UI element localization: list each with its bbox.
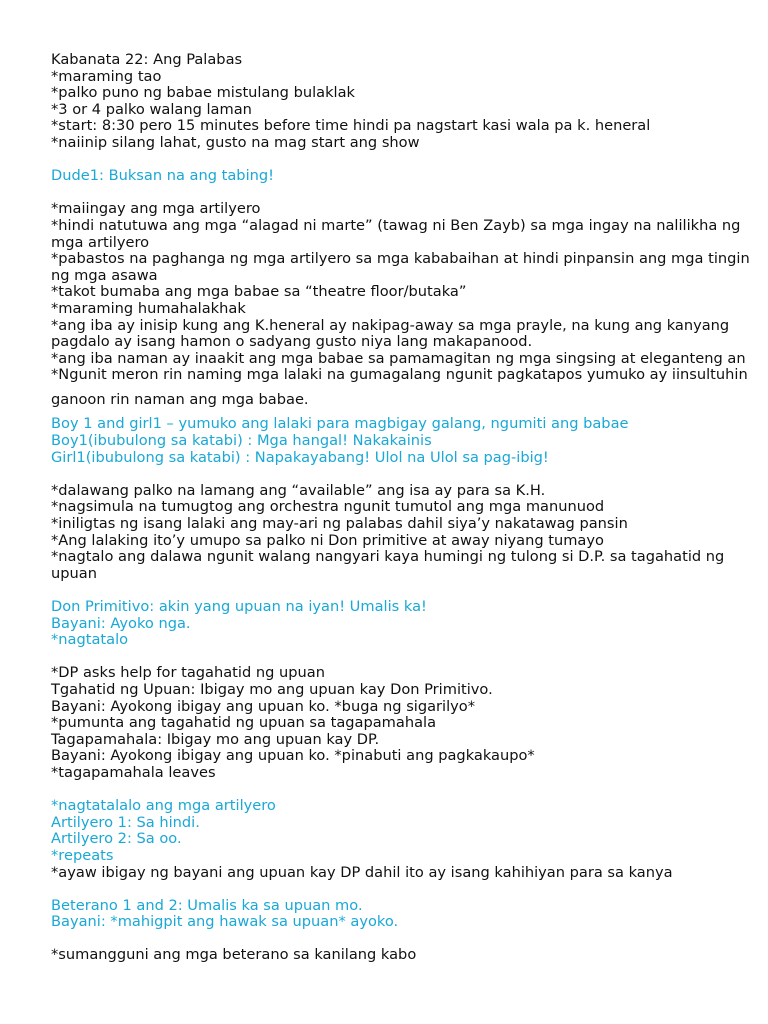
- text-line: Tagapamahala: Ibigay mo ang upuan kay DP.: [51, 730, 380, 748]
- text-line: *iniligtas ng isang lalaki ang may-ari ng palabas dahil siya’y nakatawag pansin: [51, 515, 628, 533]
- text-line: Bayani: Ayokong ibigay ang upuan ko. *buga ng sigarilyo*: [51, 697, 476, 715]
- text-line: *ang iba naman ay inaakit ang mga babae sa pamamagitan ng mga singsing at eleganteng an: [51, 349, 746, 367]
- dialogue-line: *nagtatalalo ang mga artilyero: [51, 797, 276, 815]
- dialogue-line: Bayani: *mahigpit ang hawak sa upuan* ayoko.: [51, 913, 399, 931]
- dialogue-line: Boy1(ibubulong sa katabi) : Mga hangal! Nakakainis: [51, 432, 432, 450]
- dialogue-line: Don Primitivo: akin yang upuan na iyan! Umalis ka!: [51, 598, 427, 615]
- dialogue-line: Bayani: Ayoko nga.: [51, 614, 191, 632]
- text-line: *pabastos na paghanga ng mga artilyero sa mga kababaihan at hindi pinpansin ang mga tingin: [51, 250, 750, 268]
- text-line: *Ang lalaking ito’y umupo sa palko ni Don primitive at away niyang tumayo: [51, 531, 604, 549]
- paragraph-gap: [51, 931, 768, 948]
- dialogue-line: Artilyero 2: Sa oo.: [51, 830, 182, 848]
- text-line: *hindi natutuwa ang mga “alagad ni marte” (tawag ni Ben Zayb) sa mga ingay na nalilikha ng: [51, 216, 741, 234]
- text-line: *DP asks help for tagahatid ng upuan: [51, 664, 325, 682]
- text-line: *naiinip silang lahat, gusto na mag start ang show: [51, 133, 420, 151]
- text-line: *ang iba ay inisip kung ang K.heneral ay nakipag-away sa mga prayle, na kung ang kanyang: [51, 316, 730, 334]
- paragraph-gap: [51, 152, 768, 169]
- paragraph-gap: [51, 466, 768, 483]
- text-line: Bayani: Ayokong ibigay ang upuan ko. *pinabuti ang pagkakaupo*: [51, 747, 535, 765]
- text-line: pagdalo ay isang hamon o sadyang gusto niya lang makapanood.: [51, 333, 533, 351]
- text-line: *maiingay ang mga artilyero: [51, 200, 261, 218]
- text-line: ganoon rin naman ang mga babae.: [51, 390, 309, 408]
- text-line: Tgahatid ng Upuan: Ibigay mo ang upuan kay Don Primitivo.: [51, 680, 493, 698]
- paragraph-gap: [51, 649, 768, 666]
- dialogue-line: *repeats: [51, 846, 114, 864]
- dialogue-line: Beterano 1 and 2: Umalis ka sa upuan mo.: [51, 896, 363, 914]
- chapter-title: Kabanata 22: Ang Palabas: [51, 51, 243, 68]
- paragraph-gap: [51, 582, 768, 599]
- paragraph-gap: [51, 782, 768, 799]
- text-line: *maraming humahalakhak: [51, 299, 246, 317]
- text-line: *dalawang palko na lamang ang “available” ang isa ay para sa K.H.: [51, 481, 546, 499]
- document-body: [51, 52, 768, 964]
- text-line: *start: 8:30 pero 15 minutes before time hindi pa nagstart kasi wala pa k. heneral: [51, 117, 651, 135]
- text-line: *nagtalo ang dalawa ngunit walang nangyari kaya humingi ng tulong si D.P. sa tagahatid ng: [51, 548, 725, 566]
- text-line: *sumangguni ang mga beterano sa kanilang kabo: [51, 946, 417, 964]
- text-line: *pumunta ang tagahatid ng upuan sa tagapamahala: [51, 714, 437, 732]
- text-line: *3 or 4 palko walang laman: [51, 100, 252, 118]
- dialogue-line: Boy 1 and girl1 – yumuko ang lalaki para magbigay galang, ngumiti ang babae: [51, 415, 629, 433]
- text-line: ng mga asawa: [51, 266, 158, 284]
- text-line: *tagapamahala leaves: [51, 763, 216, 781]
- text-line: *takot bumaba ang mga babae sa “theatre floor/butaka”: [51, 283, 467, 301]
- text-line: upuan: [51, 564, 97, 582]
- text-line: *maraming tao: [51, 67, 162, 85]
- paragraph-gap: [51, 881, 768, 898]
- dialogue-line: Girl1(ibubulong sa katabi) : Napakayabang! Ulol na Ulol sa pag-ibig!: [51, 448, 549, 466]
- text-line: *nagsimula na tumugtog ang orchestra ngunit tumutol ang mga manunuod: [51, 498, 605, 516]
- text-line: *Ngunit meron rin naming mga lalaki na gumagalang ngunit pagkatapos yumuko ay iinsultuhin: [51, 366, 748, 384]
- dialogue-line: Artilyero 1: Sa hindi.: [51, 813, 200, 831]
- text-line: *ayaw ibigay ng bayani ang upuan kay DP dahil ito ay isang kahihiyan para sa kanya: [51, 863, 673, 881]
- dialogue-line: Dude1: Buksan na ang tabing!: [51, 167, 274, 185]
- text-line: mga artilyero: [51, 233, 150, 251]
- paragraph-gap: [51, 185, 768, 202]
- text-line: *palko puno ng babae mistulang bulaklak: [51, 84, 355, 102]
- dialogue-line: *nagtatalo: [51, 631, 129, 649]
